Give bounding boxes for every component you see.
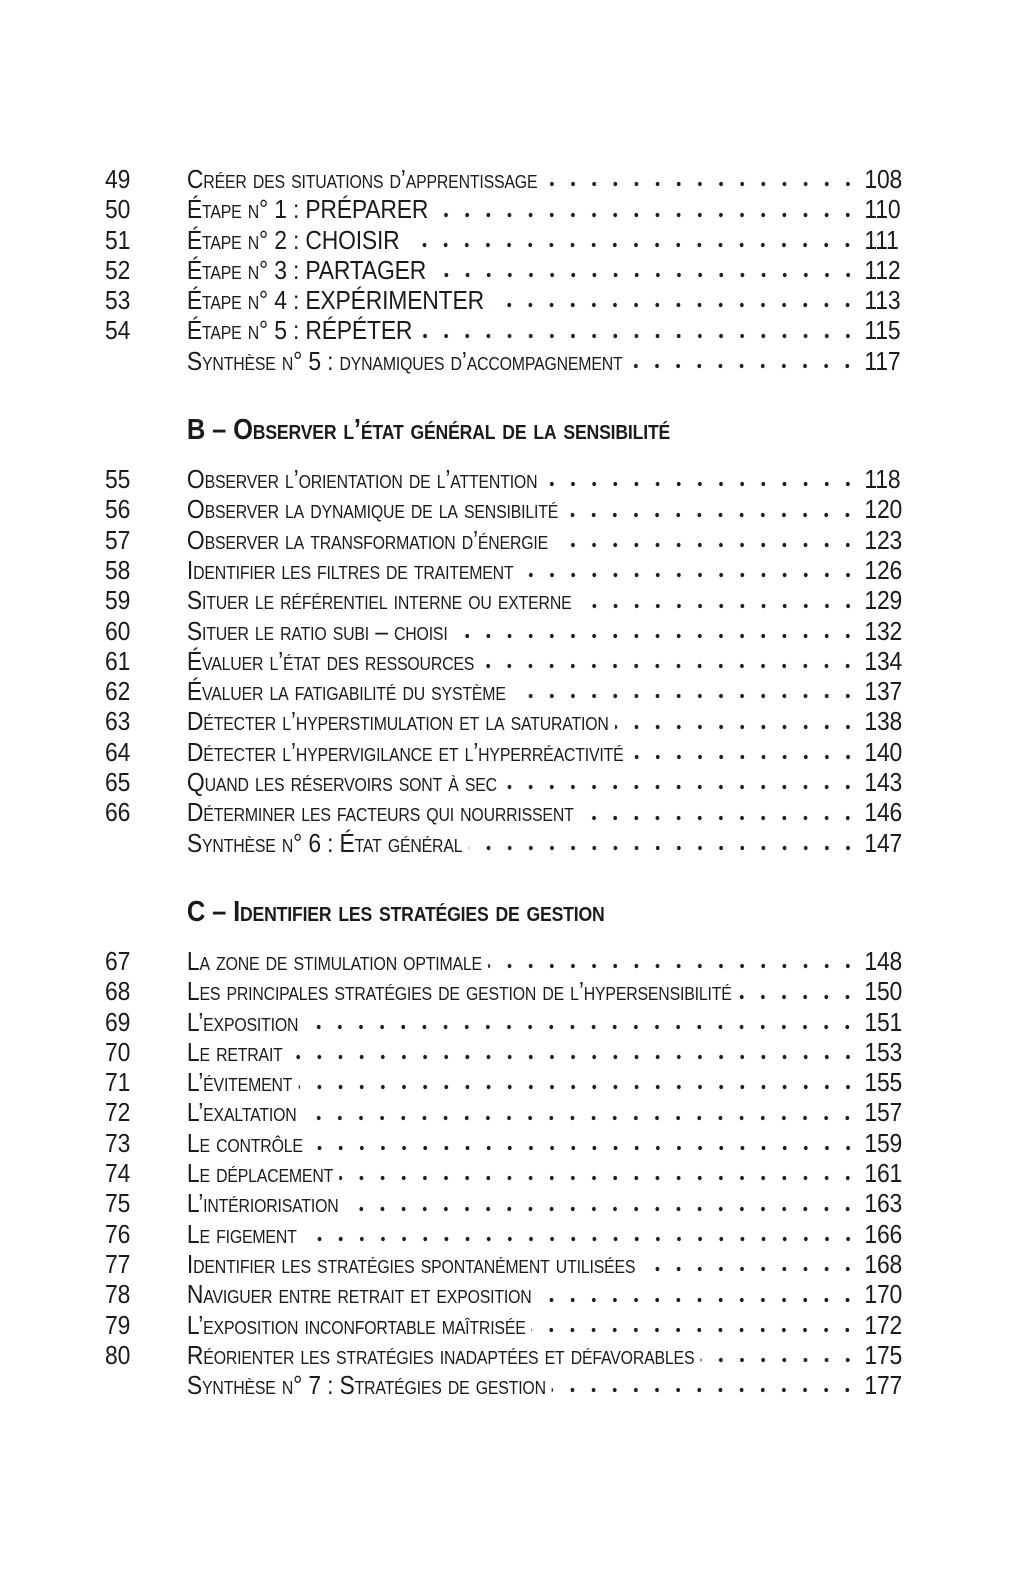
entry-number: 58 [105,554,131,585]
dot-leader [309,1128,860,1158]
dot-leader [520,555,860,585]
entry-number: 65 [105,767,131,798]
toc-section [105,895,908,1400]
entry-title: Synthèse n° 7 : Stratégies de gestion [186,1370,546,1401]
toc-entry [105,1370,908,1400]
entry-title: Réorienter les stratégies inadaptées et défavorables [186,1339,695,1370]
dot-leader [552,1370,860,1400]
entry-number: 63 [105,706,131,737]
dot-leader [490,285,860,315]
toc-entry [105,1158,908,1188]
entry-page-number: 163 [864,1188,903,1219]
entry-number: 55 [105,464,131,495]
entry-number: 62 [105,676,131,707]
entry-page-number: 117 [864,345,901,376]
dot-leader [503,767,860,797]
entry-title: La zone de stimulation optimale [186,945,482,976]
entry-page-number: 113 [864,285,901,316]
section-entries [105,464,908,858]
toc-entry [105,1340,908,1370]
toc-entry [105,767,908,797]
table-of-contents [105,164,908,1400]
dot-leader [564,494,860,524]
toc-entry [105,585,908,615]
entry-page-number: 172 [864,1309,903,1340]
entry-page-number: 108 [864,164,903,194]
entry-title: Créer des situations d’apprentissage [186,164,538,194]
entry-page-number: 177 [864,1370,903,1401]
toc-section [105,413,908,858]
entry-title: Étape n° 4 : EXPÉRIMENTER [186,285,484,316]
entry-number: 75 [105,1188,131,1219]
entry-page-number: 146 [864,797,903,828]
toc-entry [105,164,908,194]
toc-entry [105,1097,908,1127]
entry-number: 49 [105,164,131,194]
entry-page-number: 138 [864,706,903,737]
entry-page-number: 126 [864,554,903,585]
dot-leader [345,1188,860,1218]
entry-title: L’exposition [186,1006,299,1037]
entry-title: L’exposition inconfortable maîtrisée [186,1309,526,1340]
entry-number: 73 [105,1127,131,1158]
dot-leader [578,585,860,615]
toc-section [105,164,908,376]
toc-entry [105,1067,908,1097]
entry-page-number: 170 [864,1279,903,1310]
entry-title: Les principales stratégies de gestion de l’hypersensibilité [186,976,732,1007]
entry-title: Situer le ratio subi – choisi [186,615,448,646]
entry-title: Étape n° 5 : RÉPÉTER [186,315,413,346]
entry-title: Étape n° 2 : CHOISIR [186,224,400,255]
dot-leader [512,676,860,706]
entry-page-number: 123 [864,524,903,555]
entry-number: 61 [105,645,131,676]
dot-leader [339,1158,860,1188]
toc-entry [105,737,908,767]
entry-number: 67 [105,945,131,976]
toc-entry [105,285,908,315]
entry-page-number: 147 [864,827,903,858]
dot-leader [480,646,860,676]
entry-title: Naviguer entre retrait et exposition [186,1279,532,1310]
entry-page-number: 150 [864,976,903,1007]
entry-page-number: 161 [864,1158,903,1189]
toc-entry [105,225,908,255]
toc-entry [105,494,908,524]
entry-title: Déterminer les facteurs qui nourrissent [186,797,574,828]
entry-number: 56 [105,494,131,525]
section-entries [105,164,908,376]
entry-number: 76 [105,1218,131,1249]
entry-page-number: 140 [864,736,903,767]
dot-leader [544,464,860,494]
entry-number: 59 [105,585,131,616]
entry-number: 72 [105,1097,131,1128]
entry-title: Synthèse n° 6 : État général [186,827,463,858]
toc-entry [105,194,908,224]
entry-title: Identifier les stratégies spontanément utilisées [186,1248,636,1279]
entry-title: Étape n° 3 : PARTAGER [186,254,427,285]
entry-page-number: 120 [864,494,903,525]
dot-leader [434,194,860,224]
entry-page-number: 168 [864,1248,903,1279]
toc-entry [105,1007,908,1037]
entry-page-number: 175 [864,1339,903,1370]
entry-title: Observer la transformation d’énergie [186,524,549,555]
toc-entry [105,1279,908,1309]
entry-number: 78 [105,1279,131,1310]
dot-leader [580,797,860,827]
dot-leader [303,1097,860,1127]
toc-entry [105,946,908,976]
dot-leader [538,1279,860,1309]
toc-entry [105,1249,908,1279]
entry-page-number: 132 [864,615,903,646]
toc-entry [105,797,908,827]
entry-number: 51 [105,224,131,255]
dot-leader [289,1037,860,1067]
entry-page-number: 112 [864,254,901,285]
entry-number: 52 [105,254,131,285]
toc-entry [105,1128,908,1158]
dot-leader [469,828,860,858]
entry-number: 54 [105,315,131,346]
entry-number: 69 [105,1006,131,1037]
entry-page-number: 115 [864,315,901,346]
entry-page-number: 111 [864,224,899,255]
dot-leader [406,225,860,255]
toc-entry [105,555,908,585]
entry-title: Détecter l’hypervigilance et l’hyperréactivité [186,736,624,767]
toc-entry [105,1188,908,1218]
entry-page-number: 166 [864,1218,903,1249]
entry-number: 74 [105,1158,131,1189]
dot-leader [554,525,860,555]
entry-number: 50 [105,194,131,225]
dot-leader [418,315,860,345]
entry-page-number: 129 [864,585,903,616]
dot-leader [701,1340,860,1370]
dot-leader [630,737,860,767]
toc-entry [105,676,908,706]
toc-entry [105,525,908,555]
entry-title: Le figement [186,1218,297,1249]
toc-entry [105,315,908,345]
dot-leader [544,164,860,194]
entry-number: 64 [105,736,131,767]
entry-page-number: 153 [864,1036,903,1067]
entry-title: Quand les réservoirs sont à sec [186,767,497,798]
entry-title: Évaluer la fatigabilité du système [186,676,506,707]
entry-title: Observer la dynamique de la sensibilité [186,494,559,525]
entry-title: Évaluer l’état des ressources [186,645,475,676]
dot-leader [304,1007,860,1037]
entry-title: Le retrait [186,1036,283,1067]
dot-leader [298,1067,860,1097]
toc-entry [105,1037,908,1067]
entry-page-number: 159 [864,1127,903,1158]
toc-entry [105,1310,908,1340]
entry-number: 79 [105,1309,131,1340]
entry-number: 60 [105,615,131,646]
dot-leader [738,976,860,1006]
toc-entry [105,1219,908,1249]
toc-entry [105,255,908,285]
entry-page-number: 110 [864,194,901,225]
entry-title: Identifier les filtres de traitement [186,554,514,585]
entry-number: 70 [105,1036,131,1067]
entry-title: L’évitement [186,1067,293,1098]
toc-entry [105,616,908,646]
entry-page-number: 151 [864,1006,903,1037]
entry-title: Le contrôle [186,1127,303,1158]
entry-title: L’exaltation [186,1097,297,1128]
entry-title: L’intériorisation [186,1188,339,1219]
entry-number: 66 [105,797,131,828]
entry-page-number: 155 [864,1067,903,1098]
entry-number: 71 [105,1067,131,1098]
entry-page-number: 118 [864,464,901,495]
dot-leader [454,616,860,646]
entry-number: 57 [105,524,131,555]
entry-number: 80 [105,1339,131,1370]
dot-leader [532,1310,860,1340]
dot-leader [615,706,860,736]
toc-entry [105,976,908,1006]
entry-title: Situer le référentiel interne ou externe [186,585,572,616]
toc-entry [105,646,908,676]
entry-number: 68 [105,976,131,1007]
dot-leader [641,1249,860,1279]
entry-title: Étape n° 1 : PRÉPARER [186,194,429,225]
entry-number: 77 [105,1248,131,1279]
toc-entry [105,828,908,858]
toc-entry [105,464,908,494]
entry-page-number: 137 [864,676,903,707]
section-entries [105,946,908,1400]
entry-number: 53 [105,285,131,316]
entry-title: Détecter l’hyperstimulation et la saturation [186,706,609,737]
toc-entry [105,706,908,736]
entry-page-number: 134 [864,645,903,676]
section-heading: C – Identifier les stratégies de gestion [186,895,605,928]
dot-leader [432,255,860,285]
entry-title: Le déplacement [186,1158,334,1189]
dot-leader [488,946,860,976]
dot-leader [629,346,860,376]
entry-page-number: 143 [864,767,903,798]
entry-page-number: 148 [864,945,903,976]
entry-title: Observer l’orientation de l’attention [186,464,538,495]
entry-page-number: 157 [864,1097,903,1128]
dot-leader [303,1219,860,1249]
toc-entry [105,346,908,376]
entry-title: Synthèse n° 5 : dynamiques d’accompagnement [186,345,623,376]
section-heading: B – Observer l’état général de la sensibilité [186,414,671,447]
